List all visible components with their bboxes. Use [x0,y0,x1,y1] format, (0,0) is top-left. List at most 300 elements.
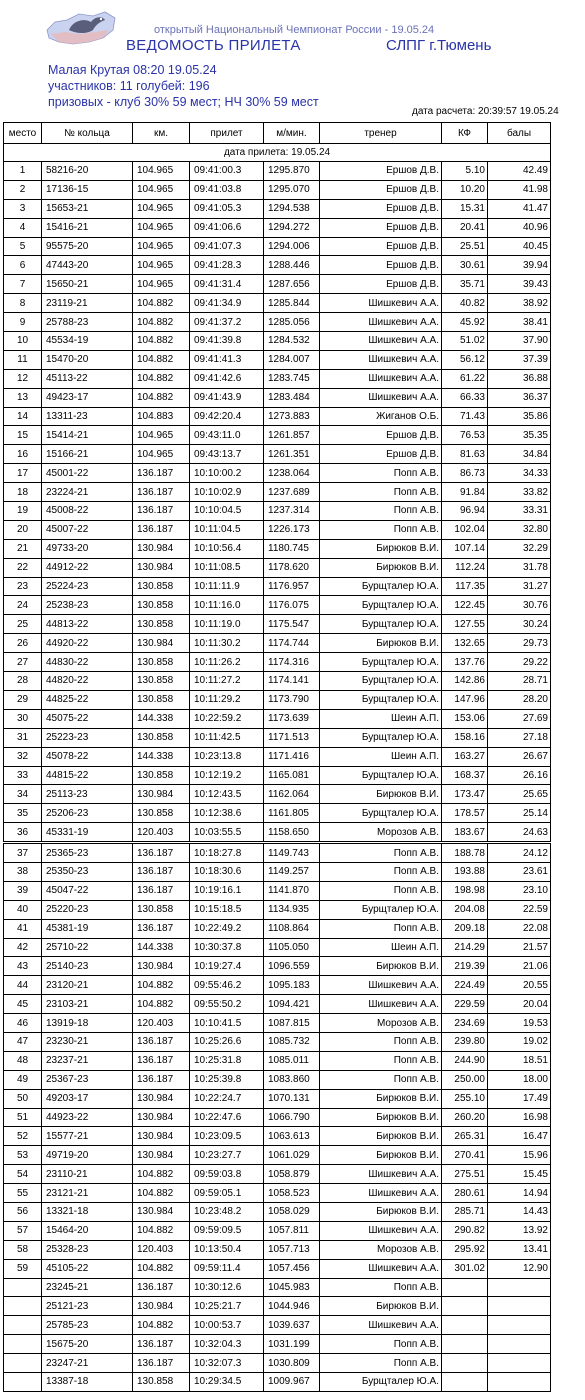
place-cell: 9 [4,313,42,332]
coach-cell: Шишкевич А.А. [320,350,442,369]
table-row [4,539,551,558]
kf-cell: 229.59 [442,995,488,1014]
ring-cell: 25365-23 [42,844,133,863]
table-row [4,1165,551,1184]
points-cell: 41.47 [488,199,551,218]
speed-cell: 1178.620 [264,558,320,577]
ring-cell: 23245-21 [42,1278,133,1297]
table-row [4,804,551,823]
km-cell: 104.965 [133,180,190,199]
table-row [4,445,551,464]
arrival-cell: 09:59:11.4 [190,1259,264,1278]
km-cell: 136.187 [133,844,190,863]
coach-cell: Бурщталер Ю.А. [320,900,442,919]
speed-cell: 1149.257 [264,862,320,881]
coach-cell: Бирюков В.И. [320,1202,442,1221]
arrival-cell: 09:43:11.0 [190,426,264,445]
coach-cell: Морозов А.В. [320,1014,442,1033]
table-row [4,1297,551,1316]
kf-cell: 178.57 [442,804,488,823]
place-cell: 11 [4,350,42,369]
km-cell: 104.882 [133,976,190,995]
speed-cell: 1174.141 [264,672,320,691]
points-cell [488,1354,551,1373]
km-cell: 120.403 [133,1014,190,1033]
place-cell: 40 [4,900,42,919]
place-cell: 3 [4,199,42,218]
points-cell: 32.80 [488,520,551,539]
kf-cell [442,1335,488,1354]
km-cell: 104.882 [133,1259,190,1278]
coach-cell: Бирюков В.И. [320,1297,442,1316]
km-cell: 136.187 [133,862,190,881]
coach-cell: Попп А.В. [320,1335,442,1354]
ring-cell: 58216-20 [42,162,133,181]
championship-line: открытый Национальный Чемпионат России - 19.05.24 [154,24,435,36]
arrival-cell: 10:03:55.5 [190,823,264,842]
coach-cell: Морозов А.В. [320,823,442,842]
points-cell: 27.18 [488,728,551,747]
coach-cell: Бурщталер Ю.А. [320,766,442,785]
speed-cell: 1180.745 [264,539,320,558]
arrival-cell: 10:11:42.5 [190,728,264,747]
arrival-cell: 10:10:41.5 [190,1014,264,1033]
place-cell [4,1297,42,1316]
arrival-cell: 10:22:24.7 [190,1089,264,1108]
table-row [4,728,551,747]
ring-cell: 49203-17 [42,1089,133,1108]
coach-cell: Бирюков В.И. [320,1108,442,1127]
km-cell: 104.965 [133,256,190,275]
kf-cell: 61.22 [442,369,488,388]
kf-cell: 45.92 [442,313,488,332]
ring-cell: 44923-22 [42,1108,133,1127]
points-cell: 40.96 [488,218,551,237]
arrival-cell: 10:11:29.2 [190,690,264,709]
ring-cell: 25220-23 [42,900,133,919]
participants-info: участников: 11 голубей: 196 [48,79,210,93]
ring-cell: 15653-21 [42,199,133,218]
arrival-cell: 09:41:06.6 [190,218,264,237]
coach-cell: Попп А.В. [320,483,442,502]
ring-cell: 44825-22 [42,690,133,709]
ring-cell: 44830-22 [42,653,133,672]
points-cell: 37.90 [488,332,551,351]
points-cell: 36.37 [488,388,551,407]
speed-cell: 1149.743 [264,844,320,863]
place-cell: 4 [4,218,42,237]
points-cell: 29.22 [488,653,551,672]
km-cell: 136.187 [133,502,190,521]
arrival-cell: 09:41:39.8 [190,332,264,351]
ring-cell: 47443-20 [42,256,133,275]
ring-cell: 45008-22 [42,502,133,521]
speed-cell: 1044.946 [264,1297,320,1316]
arrival-cell: 10:11:16.0 [190,596,264,615]
arrival-cell: 09:41:03.8 [190,180,264,199]
kf-cell [442,1297,488,1316]
km-cell: 136.187 [133,919,190,938]
km-cell: 104.882 [133,388,190,407]
points-cell: 35.35 [488,426,551,445]
table-row [4,313,551,332]
kf-cell: 153.06 [442,709,488,728]
table-row [4,766,551,785]
km-cell: 130.858 [133,766,190,785]
table-row [4,577,551,596]
place-cell: 45 [4,995,42,1014]
table-row [4,464,551,483]
arrival-cell: 10:32:04.3 [190,1335,264,1354]
kf-cell: 25.51 [442,237,488,256]
col-place: место [4,123,42,144]
speed-cell: 1057.713 [264,1240,320,1259]
coach-cell: Бурщталер Ю.А. [320,596,442,615]
table-row [4,615,551,634]
coach-cell: Шишкевич А.А. [320,388,442,407]
arrival-cell: 10:12:19.2 [190,766,264,785]
km-cell: 130.858 [133,900,190,919]
coach-cell: Бирюков В.И. [320,1089,442,1108]
km-cell: 130.858 [133,577,190,596]
arrival-cell: 09:41:07.3 [190,237,264,256]
arrival-cell: 10:25:31.8 [190,1051,264,1070]
speed-cell: 1284.007 [264,350,320,369]
speed-cell: 1087.815 [264,1014,320,1033]
ring-cell: 44815-22 [42,766,133,785]
speed-cell: 1162.064 [264,785,320,804]
speed-cell: 1095.183 [264,976,320,995]
coach-cell: Бирюков В.И. [320,539,442,558]
arrival-cell: 10:19:27.4 [190,957,264,976]
kf-cell: 244.90 [442,1051,488,1070]
table-row [4,1373,551,1392]
arrival-cell: 10:30:12.6 [190,1278,264,1297]
km-cell: 104.882 [133,332,190,351]
place-cell: 35 [4,804,42,823]
speed-cell: 1057.456 [264,1259,320,1278]
table-row [4,275,551,294]
kf-cell: 51.02 [442,332,488,351]
arrival-cell: 10:11:08.5 [190,558,264,577]
coach-cell: Бурщталер Ю.А. [320,653,442,672]
kf-cell: 102.04 [442,520,488,539]
place-cell: 38 [4,862,42,881]
km-cell: 130.984 [133,1202,190,1221]
coach-cell: Шишкевич А.А. [320,369,442,388]
arrival-cell: 09:41:00.3 [190,162,264,181]
ring-cell: 44813-22 [42,615,133,634]
coach-cell: Бурщталер Ю.А. [320,672,442,691]
coach-cell: Попп А.В. [320,464,442,483]
points-cell: 33.82 [488,483,551,502]
table-row [4,426,551,445]
speed-cell: 1238.064 [264,464,320,483]
ring-cell: 25350-23 [42,862,133,881]
coach-cell: Ершов Д.В. [320,445,442,464]
speed-cell: 1094.421 [264,995,320,1014]
kf-cell [442,1373,488,1392]
calc-date: дата расчета: 20:39:57 19.05.24 [412,106,559,117]
kf-cell: 76.53 [442,426,488,445]
ring-cell: 23103-21 [42,995,133,1014]
points-cell: 36.88 [488,369,551,388]
place-cell: 59 [4,1259,42,1278]
table-row [4,823,551,842]
table-row [4,1146,551,1165]
kf-cell: 142.86 [442,672,488,691]
coach-cell: Попп А.В. [320,502,442,521]
kf-cell: 86.73 [442,464,488,483]
speed-cell: 1226.173 [264,520,320,539]
table-row [4,502,551,521]
kf-cell: 117.35 [442,577,488,596]
points-cell: 16.98 [488,1108,551,1127]
ring-cell: 23119-21 [42,294,133,313]
points-cell: 38.92 [488,294,551,313]
table-row [4,1221,551,1240]
speed-cell: 1057.811 [264,1221,320,1240]
km-cell: 104.883 [133,407,190,426]
speed-cell: 1288.446 [264,256,320,275]
speed-cell: 1165.081 [264,766,320,785]
ring-cell: 23121-21 [42,1184,133,1203]
km-cell: 130.858 [133,615,190,634]
table-row [4,1108,551,1127]
place-cell: 27 [4,653,42,672]
ring-cell: 15470-20 [42,350,133,369]
kf-cell: 224.49 [442,976,488,995]
place-cell: 23 [4,577,42,596]
arrival-cell: 09:41:42.6 [190,369,264,388]
table-row [4,709,551,728]
coach-cell: Шеин А.П. [320,938,442,957]
speed-cell: 1174.316 [264,653,320,672]
ring-cell: 49423-17 [42,388,133,407]
km-cell: 130.858 [133,1373,190,1392]
ring-cell: 23224-21 [42,483,133,502]
arrival-cell: 10:22:47.6 [190,1108,264,1127]
coach-cell: Шишкевич А.А. [320,332,442,351]
coach-cell: Ершов Д.В. [320,162,442,181]
arrival-cell: 10:18:30.6 [190,862,264,881]
kf-cell: 66.33 [442,388,488,407]
km-cell: 130.984 [133,1108,190,1127]
coach-cell: Бирюков В.И. [320,1146,442,1165]
points-cell [488,1335,551,1354]
coach-cell: Ершов Д.В. [320,237,442,256]
coach-cell: Попп А.В. [320,862,442,881]
table-row [4,1051,551,1070]
place-cell: 10 [4,332,42,351]
coach-cell: Шишкевич А.А. [320,1221,442,1240]
table-row [4,388,551,407]
place-cell: 29 [4,690,42,709]
arrival-cell: 10:32:07.3 [190,1354,264,1373]
points-cell: 29.73 [488,634,551,653]
km-cell: 136.187 [133,483,190,502]
race-info: Малая Крутая 08:20 19.05.24 [48,63,217,77]
kf-cell [442,1354,488,1373]
table-row [4,162,551,181]
points-cell: 19.02 [488,1032,551,1051]
arrival-cell: 10:00:53.7 [190,1316,264,1335]
arrival-cell: 10:25:39.8 [190,1070,264,1089]
place-cell: 39 [4,881,42,900]
place-cell: 43 [4,957,42,976]
col-arrival: прилет [190,123,264,144]
ring-cell: 49733-20 [42,539,133,558]
page-title: ВЕДОМОСТЬ ПРИЛЕТА [126,37,301,54]
km-cell: 130.858 [133,596,190,615]
speed-cell: 1108.864 [264,919,320,938]
kf-cell: 173.47 [442,785,488,804]
points-cell: 24.63 [488,823,551,842]
kf-cell: 107.14 [442,539,488,558]
place-cell: 34 [4,785,42,804]
arrival-cell: 10:10:02.9 [190,483,264,502]
arrival-cell: 10:22:49.2 [190,919,264,938]
points-cell: 23.61 [488,862,551,881]
arrival-cell: 10:23:27.7 [190,1146,264,1165]
points-cell: 33.31 [488,502,551,521]
arrival-cell: 10:12:38.6 [190,804,264,823]
kf-cell: 209.18 [442,919,488,938]
points-cell: 28.71 [488,672,551,691]
place-cell: 20 [4,520,42,539]
kf-cell: 127.55 [442,615,488,634]
speed-cell: 1176.957 [264,577,320,596]
ring-cell: 49719-20 [42,1146,133,1165]
speed-cell: 1105.050 [264,938,320,957]
points-cell: 24.12 [488,844,551,863]
ring-cell: 25223-23 [42,728,133,747]
points-cell: 35.86 [488,407,551,426]
table-row [4,1354,551,1373]
points-cell: 26.67 [488,747,551,766]
coach-cell: Ершов Д.В. [320,199,442,218]
col-kf: КФ [442,123,488,144]
place-cell: 57 [4,1221,42,1240]
speed-cell: 1173.639 [264,709,320,728]
place-cell: 44 [4,976,42,995]
speed-cell: 1283.745 [264,369,320,388]
coach-cell: Бирюков В.И. [320,1127,442,1146]
km-cell: 136.187 [133,1051,190,1070]
points-cell: 14.94 [488,1184,551,1203]
ring-cell: 45331-19 [42,823,133,842]
arrival-cell: 09:41:34.9 [190,294,264,313]
km-cell: 104.882 [133,369,190,388]
points-cell: 21.57 [488,938,551,957]
table-row [4,520,551,539]
place-cell [4,1335,42,1354]
coach-cell: Попп А.В. [320,1051,442,1070]
arrival-cell: 09:55:50.2 [190,995,264,1014]
place-cell: 17 [4,464,42,483]
kf-cell: 10.20 [442,180,488,199]
table-row [4,483,551,502]
coach-cell: Ершов Д.В. [320,426,442,445]
kf-cell: 122.45 [442,596,488,615]
table-row [4,1070,551,1089]
place-cell: 8 [4,294,42,313]
km-cell: 130.984 [133,539,190,558]
kf-cell: 260.20 [442,1108,488,1127]
table-row [4,1184,551,1203]
logo-icon [45,8,117,48]
arrival-cell: 10:15:18.5 [190,900,264,919]
place-cell: 51 [4,1108,42,1127]
table-row [4,199,551,218]
kf-cell: 163.27 [442,747,488,766]
points-cell: 18.51 [488,1051,551,1070]
table-row [4,957,551,976]
table-row [4,1335,551,1354]
ring-cell: 25206-23 [42,804,133,823]
arrival-date: дата прилета: 19.05.24 [4,144,551,162]
coach-cell: Ершов Д.В. [320,275,442,294]
points-cell: 31.27 [488,577,551,596]
speed-cell: 1030.809 [264,1354,320,1373]
kf-cell: 132.65 [442,634,488,653]
table-row [4,1089,551,1108]
coach-cell: Шишкевич А.А. [320,1184,442,1203]
place-cell: 5 [4,237,42,256]
table-row [4,690,551,709]
points-cell: 25.14 [488,804,551,823]
km-cell: 120.403 [133,1240,190,1259]
points-cell: 25.65 [488,785,551,804]
coach-cell: Попп А.В. [320,844,442,863]
club-name: СЛПГ г.Тюмень [386,37,492,54]
km-cell: 104.965 [133,445,190,464]
table-row [4,1259,551,1278]
ring-cell: 25113-23 [42,785,133,804]
points-cell [488,1278,551,1297]
arrival-cell: 10:23:13.8 [190,747,264,766]
speed-cell: 1031.199 [264,1335,320,1354]
arrival-cell: 10:23:09.5 [190,1127,264,1146]
speed-cell: 1283.484 [264,388,320,407]
speed-cell: 1295.870 [264,162,320,181]
arrival-cell: 09:55:46.2 [190,976,264,995]
coach-cell: Попп А.В. [320,1032,442,1051]
points-cell: 21.06 [488,957,551,976]
speed-cell: 1176.075 [264,596,320,615]
km-cell: 104.882 [133,1316,190,1335]
points-cell: 18.00 [488,1070,551,1089]
arrival-cell: 10:19:16.1 [190,881,264,900]
col-points: балы [488,123,551,144]
table-row [4,407,551,426]
table-row [4,1316,551,1335]
kf-cell: 183.67 [442,823,488,842]
ring-cell: 95575-20 [42,237,133,256]
ring-cell: 44912-22 [42,558,133,577]
kf-cell: 198.98 [442,881,488,900]
place-cell: 53 [4,1146,42,1165]
place-cell [4,1373,42,1392]
kf-cell: 219.39 [442,957,488,976]
kf-cell [442,1316,488,1335]
speed-cell: 1294.538 [264,199,320,218]
speed-cell: 1174.744 [264,634,320,653]
ring-cell: 25785-23 [42,1316,133,1335]
points-cell: 19.53 [488,1014,551,1033]
arrival-cell: 09:41:37.2 [190,313,264,332]
place-cell: 19 [4,502,42,521]
